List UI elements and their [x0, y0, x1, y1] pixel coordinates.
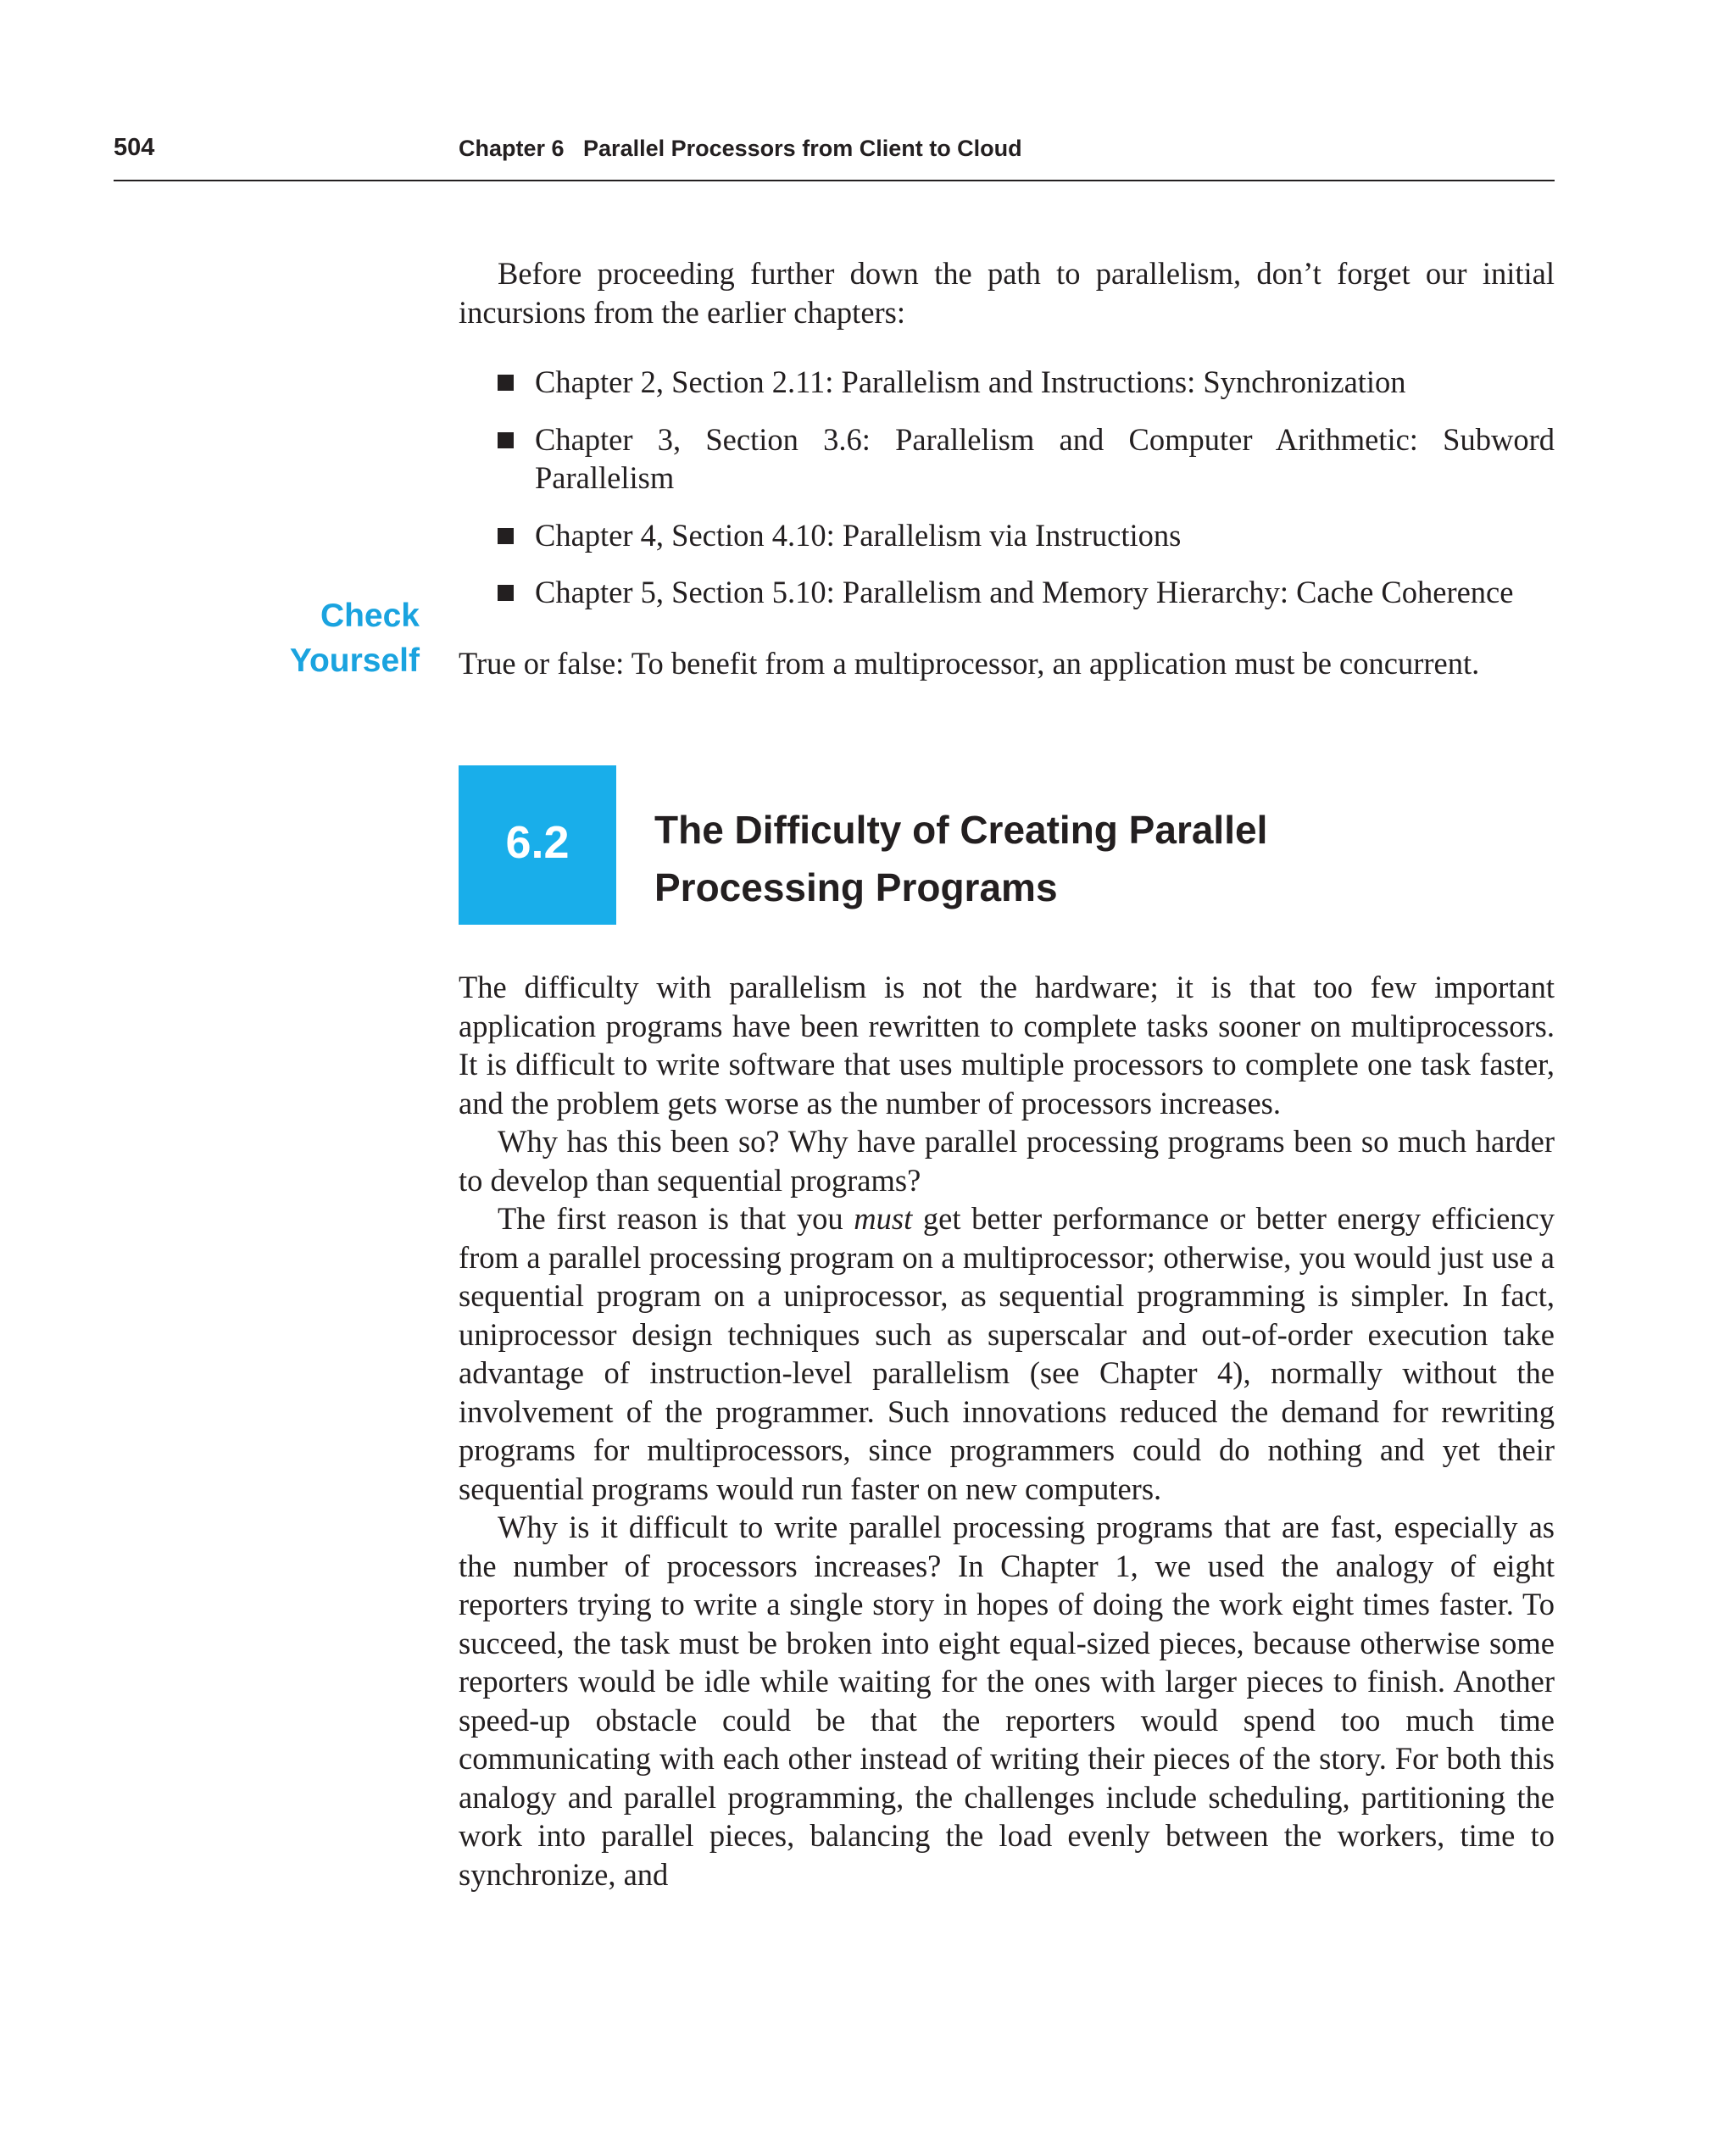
- emphasis-must: must: [854, 1201, 913, 1236]
- body-text: [459, 968, 1555, 1894]
- check-yourself-line1: Check: [320, 598, 420, 634]
- list-item-text: Chapter 2, Section 2.11: Parallelism and Instructions: Synchronization: [535, 364, 1406, 399]
- section-number: 6.2: [505, 817, 570, 868]
- header-rule: [114, 180, 1555, 181]
- list-item: [459, 363, 1555, 402]
- list-item: [459, 516, 1555, 555]
- intro-paragraph: Before proceeding further down the path to parallelism, don’t forget our initial incursions from the earlier chapters:: [459, 256, 1555, 330]
- paragraph-3: [459, 1199, 1555, 1508]
- check-yourself-label: [290, 593, 420, 683]
- list-item-text: Chapter 3, Section 3.6: Parallelism and Computer Arithmetic: Subword Parallelism: [535, 421, 1555, 495]
- paragraph-3-start: The first reason is that you: [498, 1201, 854, 1236]
- list-item-text: Chapter 5, Section 5.10: Parallelism and Memory Hierarchy: Cache Coherence: [535, 575, 1514, 609]
- square-bullet-icon: [498, 432, 514, 448]
- list-item: [459, 573, 1555, 612]
- list-item: [459, 420, 1555, 498]
- chapter-list: [459, 363, 1555, 631]
- section-title-line1: The Difficulty of Creating Parallel: [654, 808, 1268, 852]
- running-head: Chapter 6 Parallel Processors from Client to Cloud: [459, 136, 1022, 161]
- paragraph-1: The difficulty with parallelism is not the hardware; it is that too few important application programs have been rewritten to complete tasks sooner on multiprocessors. It is difficult to write software that uses multiple processors to complete one task faster, and the problem gets worse as the number of processors increases.: [459, 970, 1555, 1121]
- section-title-line2: Processing Programs: [654, 865, 1058, 909]
- paragraph-4: Why is it difficult to write parallel processing programs that are fast, especially as the number of processors increases? In Chapter 1, we used the analogy of eight reporters trying to write a single story in hopes of doing the work eight times faster. To succeed, the task must be broken into eight equal-sized pieces, because otherwise some reporters would be idle while waiting for the ones with larger pieces to finish. Another speed-up obstacle could be that the reporters would spend too much time communicating with each other instead of writing their pieces of the story. For both this analogy and parallel programming, the challenges include scheduling, partitioning the work into parallel pieces, balancing the load evenly between the workers, time to synchronize, and: [459, 1510, 1555, 1892]
- section-title: [654, 801, 1502, 916]
- check-yourself-line2: Yourself: [289, 642, 420, 679]
- paragraph-2: Why has this been so? Why have parallel processing programs been so much harder to develop than sequential programs?: [459, 1124, 1555, 1198]
- square-bullet-icon: [498, 375, 514, 391]
- section-number-box: [459, 765, 616, 925]
- square-bullet-icon: [498, 585, 514, 601]
- list-item-text: Chapter 4, Section 4.10: Parallelism via Instructions: [535, 517, 1182, 553]
- page-number: 504: [114, 134, 155, 161]
- paragraph-3-end: get better performance or better energy efficiency from a parallel processing program on a multiprocessor; otherwise, you would just use a sequential program on a uniprocessor, as sequential programming is simpler. In fact, uniprocessor design techniques such as superscalar and out-of-order execution take advantage of instruction-level parallelism (see Chapter 4), normally without the involvement of the programmer. Such innovations reduced the demand for rewriting programs for multiprocessors, since programmers could do nothing and yet their sequential programs would run faster on new computers.: [459, 1201, 1555, 1506]
- check-yourself-question: True or false: To benefit from a multiprocessor, an application must be concurrent.: [459, 646, 1480, 681]
- square-bullet-icon: [498, 528, 514, 544]
